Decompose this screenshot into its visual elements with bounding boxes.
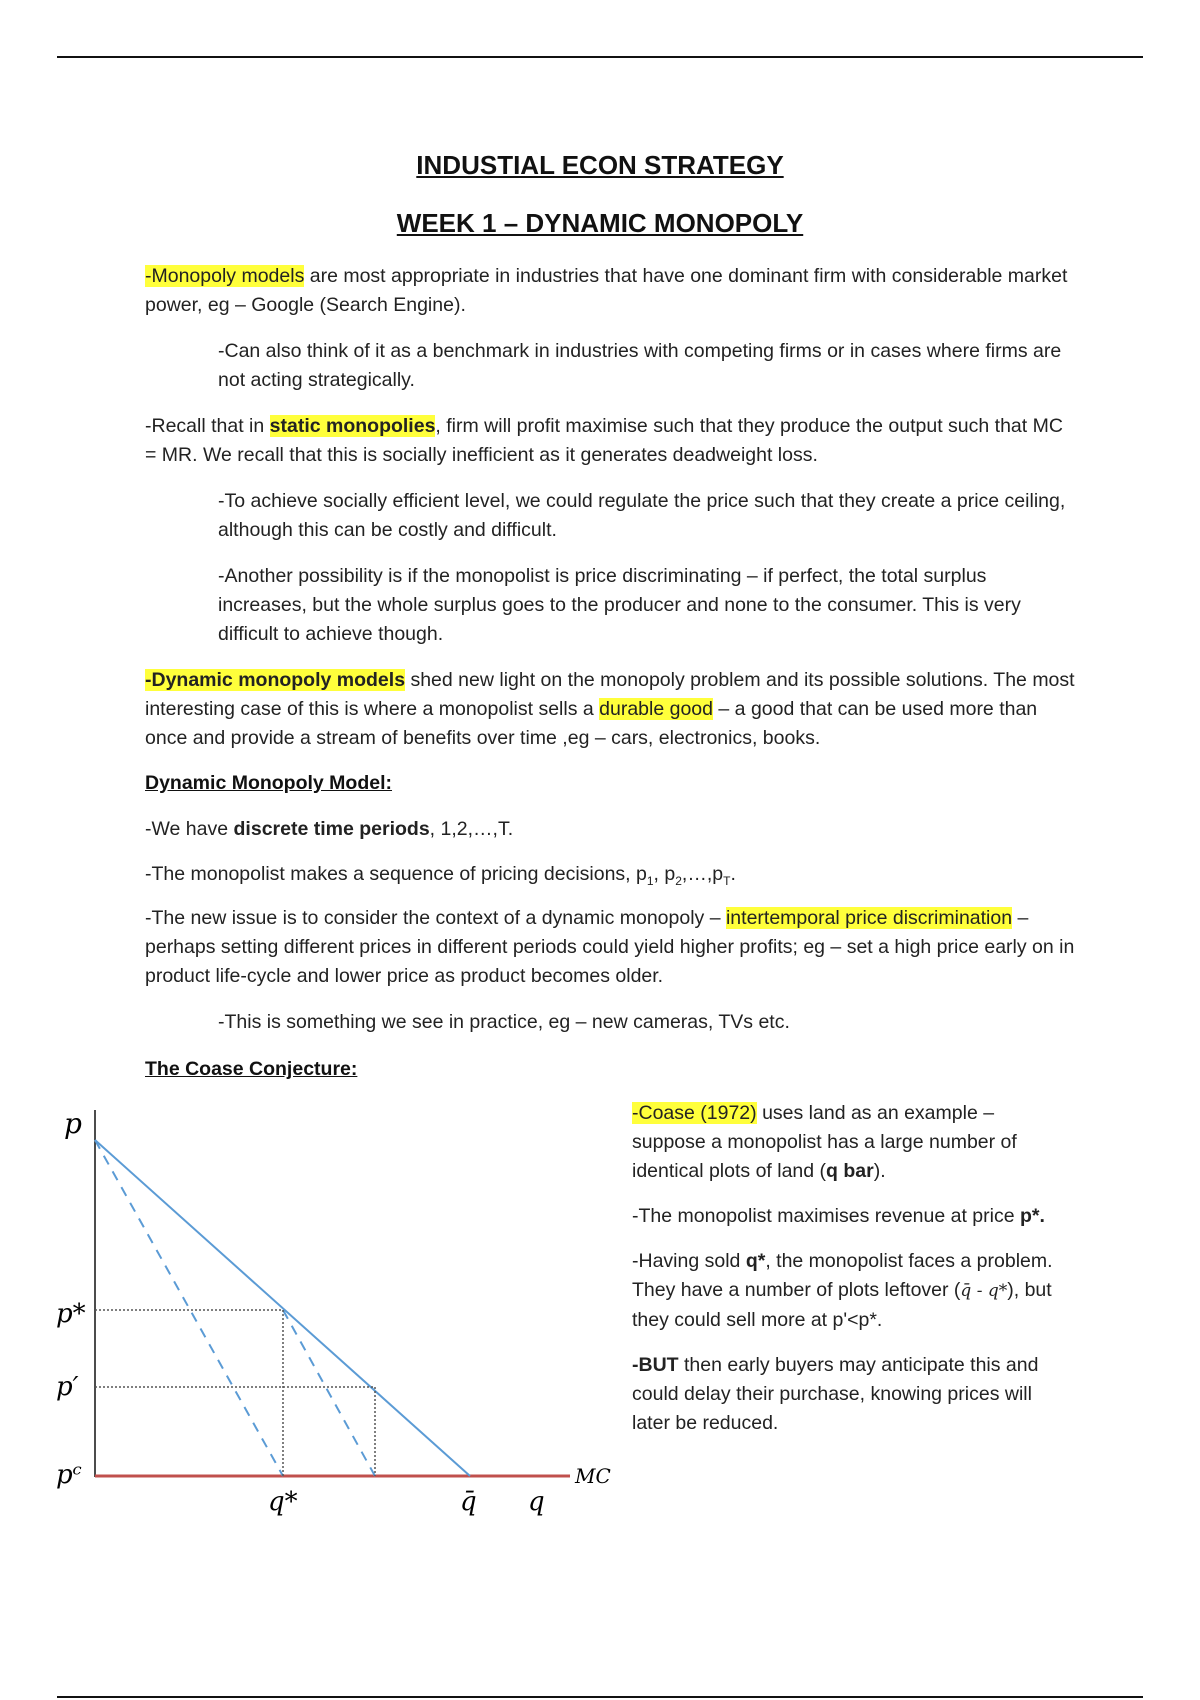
paragraph-in-practice: -This is something we see in practice, eg – new cameras, TVs etc.: [218, 1011, 790, 1033]
text: -Recall that in: [145, 415, 270, 437]
label-pprime: p′: [56, 1372, 79, 1402]
text: -The new issue is to consider the context of a dynamic monopoly –: [145, 907, 726, 929]
label-mc: MC: [575, 1464, 611, 1488]
paragraph-discrete-time: [145, 815, 1075, 844]
text: uses land as an example – suppose a monopolist has a large number of identical plots of land (: [632, 1102, 1017, 1182]
text: .: [730, 863, 736, 885]
coase-paragraph-2: [632, 1202, 1072, 1231]
demand-line: [95, 1140, 470, 1476]
highlight-static-monopolies: static monopolies: [269, 415, 436, 437]
paragraph-pricing-decisions: [145, 860, 1075, 889]
top-rule: [57, 56, 1143, 58]
highlight-coase-1972: -Coase (1972): [632, 1102, 757, 1124]
bold-text: q bar: [826, 1160, 874, 1182]
paragraph-price-ceiling: -To achieve socially efficient level, we could regulate the price such that they create a price ceiling, although this can be costly and difficult.: [218, 490, 1066, 541]
text: -We have: [145, 818, 234, 840]
text: then early buyers may anticipate this and could delay their purchase, knowing prices will later be reduced.: [632, 1354, 1039, 1434]
text: ,…,p: [681, 863, 724, 885]
bold-text: q*: [745, 1250, 766, 1272]
residual-marginal-revenue-line: [283, 1310, 375, 1476]
subscript: 2: [675, 873, 682, 888]
paragraph-dynamic-monopoly-models: [145, 666, 1075, 753]
text: -The monopolist makes a sequence of pricing decisions, p: [145, 863, 647, 885]
coase-paragraph-4: [632, 1351, 1072, 1438]
highlight-dynamic-monopoly-models: -Dynamic monopoly models: [145, 669, 406, 691]
text: -The monopolist maximises revenue at price: [632, 1205, 1020, 1227]
coase-demand-diagram: [50, 1100, 620, 1520]
paragraph-static-monopolies: [145, 412, 1075, 470]
bottom-rule: [57, 1696, 1143, 1698]
text: shed new light on the monopoly problem and its possible solutions. The most interesting case of this is where a monopolist sells a: [145, 669, 1075, 720]
heading-coase-conjecture: The Coase Conjecture:: [145, 1058, 358, 1080]
label-q: q: [528, 1487, 545, 1517]
label-qbar: q̄: [460, 1487, 477, 1517]
highlight-durable-good: durable good: [599, 698, 713, 720]
paragraph-price-discriminating: -Another possibility is if the monopolist is price discriminating – if perfect, the total surplus increases, but the whole surplus goes to the producer and none to the consumer. This is very difficult to achieve though.: [218, 565, 1021, 645]
label-qstar: q*: [268, 1487, 298, 1517]
text: -Having sold: [632, 1250, 746, 1272]
text: , p: [653, 863, 676, 885]
label-p: p: [64, 1107, 82, 1140]
formula-qbar-minus-qstar: q̄ - q*: [960, 1281, 1008, 1301]
bold-text: p*.: [1020, 1205, 1045, 1227]
text: – a good that can be used more than once and provide a stream of benefits over time ,eg – cars, electronics, books.: [145, 698, 1038, 749]
coase-paragraph-3: [632, 1247, 1072, 1335]
paragraph-monopoly-models: [145, 262, 1075, 320]
paragraph-benchmark: -Can also think of it as a benchmark in industries with competing firms or in cases where firms are not acting strategically.: [218, 340, 1062, 391]
highlight-monopoly-models: -Monopoly models: [145, 265, 305, 287]
text: ).: [873, 1160, 886, 1182]
bold-text: -BUT: [632, 1354, 679, 1376]
subscript: 1: [646, 873, 654, 888]
text: , the monopolist faces a problem. They have a number of plots leftover (: [632, 1250, 1053, 1301]
marginal-revenue-line: [95, 1140, 283, 1476]
coase-sidebar: [632, 1099, 1072, 1438]
bold-text: discrete time periods: [233, 818, 430, 840]
highlight-intertemporal-price-discrimination: intertemporal price discrimination: [725, 907, 1013, 929]
text: ), but they could sell more at p'<p*.: [632, 1279, 1052, 1331]
text: are most appropriate in industries that have one dominant firm with considerable market power, eg – Google (Search Engine).: [145, 265, 1068, 316]
page-subtitle: WEEK 1 – DYNAMIC MONOPOLY: [396, 208, 804, 238]
text: – perhaps setting different prices in different periods could yield higher profits; eg – set a high price early on in product life-cycle and lower price as product becomes older.: [145, 907, 1075, 987]
label-pstar: p*: [56, 1299, 86, 1329]
text: , firm will profit maximise such that they produce the output such that MC = MR. We recall that this is socially inefficient as it generates deadweight loss.: [145, 415, 1063, 466]
subscript: T: [723, 873, 731, 888]
heading-dynamic-monopoly-model: Dynamic Monopoly Model:: [145, 772, 393, 794]
label-pc: pᶜ: [56, 1460, 82, 1490]
text: , 1,2,…,T.: [429, 818, 514, 840]
paragraph-intertemporal: [145, 904, 1075, 991]
coase-paragraph-1: [632, 1099, 1072, 1186]
page-title: INDUSTIAL ECON STRATEGY: [416, 150, 784, 180]
